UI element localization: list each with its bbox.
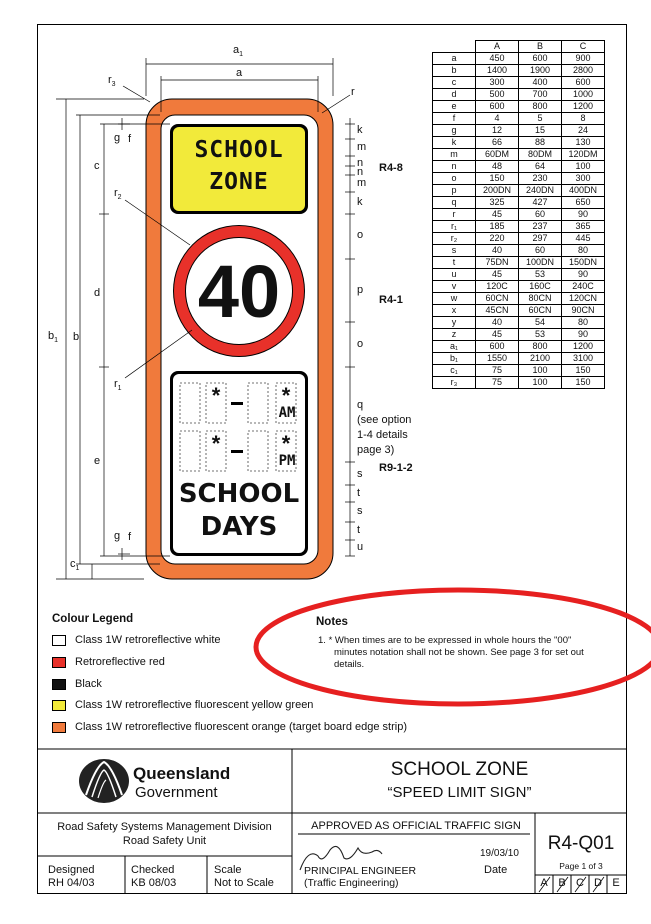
legend-item — [52, 678, 102, 690]
legend-swatch — [52, 679, 66, 690]
dim-a1: $a_1$ — [233, 44, 244, 59]
dim-key-cell: x — [433, 305, 476, 317]
am-label: AM — [278, 405, 296, 421]
dim-value-cell: 24 — [562, 125, 605, 137]
legend-item — [52, 656, 165, 668]
days-line2: DAYS — [200, 512, 278, 542]
dim-key-cell: s — [433, 245, 476, 257]
engineer-label: PRINCIPAL ENGINEER (Traffic Engineering) — [304, 865, 417, 889]
dim-key-cell: r₃ — [433, 377, 476, 389]
table-row — [433, 269, 605, 281]
dim-value-cell: 60 — [519, 209, 562, 221]
table-row — [433, 125, 605, 137]
dim-value-cell: 3100 — [562, 353, 605, 365]
dim-e: e — [94, 455, 101, 467]
legend-label: Class 1W retroreflective fluorescent yellow green — [75, 699, 314, 711]
school-days-text — [173, 478, 305, 544]
dim-value-cell: 45 — [476, 269, 519, 281]
dim-key-cell: o — [433, 173, 476, 185]
dim-value-cell: 60CN — [476, 293, 519, 305]
dim-value-cell: 64 — [519, 161, 562, 173]
table-row — [433, 221, 605, 233]
approval-date: 19/03/10 — [480, 848, 519, 859]
dim-value-cell: 600 — [562, 77, 605, 89]
dim-value-cell: 15 — [519, 125, 562, 137]
dim-k1: k — [357, 124, 363, 136]
table-row — [433, 329, 605, 341]
dim-key-cell: c — [433, 77, 476, 89]
dim-value-cell: 200DN — [476, 185, 519, 197]
star-pm-1: * — [211, 431, 221, 456]
dim-n1: n — [357, 157, 364, 169]
division-block: Road Safety Systems Management Division Road Safety Unit — [57, 821, 272, 847]
dim-value-cell: 90CN — [562, 305, 605, 317]
dim-value-cell: 220 — [476, 233, 519, 245]
dim-value-cell: 45CN — [476, 305, 519, 317]
dim-key-cell: v — [433, 281, 476, 293]
dim-value-cell: 53 — [519, 329, 562, 341]
legend-label: Class 1W retroreflective white — [75, 634, 221, 646]
dim-key-cell: c₁ — [433, 365, 476, 377]
date-label: Date — [484, 864, 508, 876]
table-row — [433, 149, 605, 161]
dim-value-cell: 2800 — [562, 65, 605, 77]
dim-value-cell: 445 — [562, 233, 605, 245]
dim-o2: o — [357, 338, 364, 350]
dim-key-cell: w — [433, 293, 476, 305]
dim-g-top: g — [114, 132, 121, 144]
dim-key-cell: y — [433, 317, 476, 329]
dim-value-cell: 90 — [562, 269, 605, 281]
table-row — [433, 101, 605, 113]
dim-g-bot: g — [114, 530, 121, 542]
school-zone-text — [173, 134, 305, 198]
dim-value-cell: 48 — [476, 161, 519, 173]
table-row — [433, 305, 605, 317]
dim-value-cell: 650 — [562, 197, 605, 209]
star-pm-2: * — [281, 431, 291, 456]
star-am-1: * — [211, 383, 221, 408]
dim-value-cell: 75 — [476, 365, 519, 377]
legend-item — [52, 721, 407, 733]
table-row — [433, 353, 605, 365]
dim-value-cell: 600 — [519, 53, 562, 65]
dim-key-cell: u — [433, 269, 476, 281]
dim-value-cell: 900 — [562, 53, 605, 65]
dim-t2: t — [357, 524, 361, 536]
dim-key-cell: a — [433, 53, 476, 65]
note-1-line2: minutes notation shall not be shown. See page 3 for set out — [334, 647, 584, 658]
dim-value-cell: 60CN — [519, 305, 562, 317]
dim-value-cell: 60 — [519, 245, 562, 257]
dim-value-cell: 1200 — [562, 341, 605, 353]
dim-value-cell: 80CN — [519, 293, 562, 305]
dim-value-cell: 88 — [519, 137, 562, 149]
drawing-title: SCHOOL ZONE — [390, 759, 529, 780]
dim-r2: $r_2$ — [114, 187, 122, 202]
dim-f-bot: f — [128, 531, 132, 543]
dim-p: p — [357, 284, 364, 296]
revision-letter: E — [612, 877, 620, 889]
zone-line2: ZONE — [209, 169, 269, 195]
dim-key-cell: z — [433, 329, 476, 341]
legend-swatch — [52, 657, 66, 668]
dim-value-cell: 53 — [519, 269, 562, 281]
dim-value-cell: 150 — [476, 173, 519, 185]
dim-value-cell: 427 — [519, 197, 562, 209]
table-row — [433, 293, 605, 305]
scale-cell: Scale Not to Scale — [214, 864, 274, 889]
queensland-crest-icon — [79, 759, 129, 803]
dim-value-cell: 40 — [476, 245, 519, 257]
table-row — [433, 137, 605, 149]
dim-key-cell: g — [433, 125, 476, 137]
time-dash-pm — [231, 450, 243, 453]
dim-value-cell: 80DM — [519, 149, 562, 161]
dim-value-cell: 700 — [519, 89, 562, 101]
table-row — [433, 161, 605, 173]
dim-value-cell: 80 — [562, 317, 605, 329]
dim-value-cell: 120C — [476, 281, 519, 293]
dim-value-cell: 100 — [562, 161, 605, 173]
dim-value-cell: 45 — [476, 329, 519, 341]
approved-label: APPROVED AS OFFICIAL TRAFFIC SIGN — [311, 820, 521, 832]
dim-k2: k — [357, 196, 363, 208]
table-row — [433, 233, 605, 245]
table-row — [433, 197, 605, 209]
drawing-subtitle: “SPEED LIMIT SIGN” — [387, 784, 532, 801]
dim-value-cell: 1550 — [476, 353, 519, 365]
legend-label: Class 1W retroreflective fluorescent orange (target board edge strip) — [75, 721, 407, 733]
dim-value-cell: 230 — [519, 173, 562, 185]
dim-value-cell: 90 — [562, 329, 605, 341]
zone-line1: SCHOOL — [194, 137, 284, 163]
dim-c: c — [94, 160, 100, 172]
dim-m1: m — [357, 141, 367, 153]
dim-value-cell: 500 — [476, 89, 519, 101]
dim-value-cell: 600 — [476, 101, 519, 113]
dim-value-cell: 1900 — [519, 65, 562, 77]
dim-value-cell: 2100 — [519, 353, 562, 365]
dim-value-cell: 4 — [476, 113, 519, 125]
dim-o1: o — [357, 229, 364, 241]
dim-t1: t — [357, 487, 361, 499]
dimensions-table — [432, 40, 605, 389]
table-row — [433, 341, 605, 353]
dim-r1: $r_1$ — [114, 378, 122, 393]
dim-value-cell: 75DN — [476, 257, 519, 269]
table-row — [433, 245, 605, 257]
dim-r: r — [351, 86, 355, 98]
days-line1: SCHOOL — [178, 479, 300, 509]
dim-s1: s — [357, 468, 363, 480]
dim-value-cell: 400DN — [562, 185, 605, 197]
dim-value-cell: 185 — [476, 221, 519, 233]
dim-key-cell: r₁ — [433, 221, 476, 233]
dim-value-cell: 1000 — [562, 89, 605, 101]
dim-value-cell: 1200 — [562, 101, 605, 113]
dim-s2: s — [357, 505, 363, 517]
dim-value-cell: 120CN — [562, 293, 605, 305]
dim-key-cell: m — [433, 149, 476, 161]
code-r4-1: R4-1 — [379, 294, 403, 306]
code-r4-8: R4-8 — [379, 162, 403, 174]
dim-u: u — [357, 541, 364, 553]
dim-value-cell: 40 — [476, 317, 519, 329]
dim-key-cell: r — [433, 209, 476, 221]
note-1-line3: details. — [334, 659, 365, 670]
dim-value-cell: 130 — [562, 137, 605, 149]
dim-value-cell: 600 — [476, 341, 519, 353]
dim-value-cell: 150 — [562, 365, 605, 377]
legend-swatch — [52, 722, 66, 733]
revision-letter: A — [540, 877, 548, 889]
revision-letter: B — [558, 877, 566, 889]
dim-key-cell: q — [433, 197, 476, 209]
legend-item — [52, 634, 221, 646]
dim-value-cell: 54 — [519, 317, 562, 329]
dim-key-cell: d — [433, 89, 476, 101]
table-row — [433, 281, 605, 293]
table-row — [433, 77, 605, 89]
table-row — [433, 209, 605, 221]
dim-value-cell: 800 — [519, 341, 562, 353]
dim-n2: n — [357, 166, 364, 178]
table-row — [433, 89, 605, 101]
dim-key-cell: p — [433, 185, 476, 197]
dim-q: q (see option 1-4 details page 3) — [357, 399, 412, 456]
header-b: B — [519, 41, 562, 53]
drawing-code: R4-Q01 — [547, 833, 615, 854]
dim-value-cell: 800 — [519, 101, 562, 113]
dim-value-cell: 365 — [562, 221, 605, 233]
speed-number: 40 — [197, 250, 281, 333]
table-row — [433, 377, 605, 389]
dim-value-cell: 66 — [476, 137, 519, 149]
table-row — [433, 65, 605, 77]
dim-value-cell: 100 — [519, 377, 562, 389]
dim-value-cell: 300 — [476, 77, 519, 89]
dim-value-cell: 297 — [519, 233, 562, 245]
dim-value-cell: 12 — [476, 125, 519, 137]
dim-value-cell: 240DN — [519, 185, 562, 197]
code-r9-1-2: R9-1-2 — [379, 462, 413, 474]
note-1: 1. * When times are to be expressed in whole hours the "00" — [318, 635, 572, 646]
page-number: Page 1 of 3 — [559, 861, 603, 871]
dim-key-cell: n — [433, 161, 476, 173]
dim-d: d — [94, 287, 101, 299]
dim-key-cell: r₂ — [433, 233, 476, 245]
dim-value-cell: 300 — [562, 173, 605, 185]
designed-cell: Designed RH 04/03 — [48, 864, 95, 889]
dim-key-cell: t — [433, 257, 476, 269]
dim-r3: $r_3$ — [108, 74, 116, 89]
table-row — [433, 113, 605, 125]
dim-key-cell: b₁ — [433, 353, 476, 365]
dim-value-cell: 450 — [476, 53, 519, 65]
dim-value-cell: 60DM — [476, 149, 519, 161]
table-row — [433, 185, 605, 197]
header-blank — [433, 41, 476, 53]
dim-key-cell: f — [433, 113, 476, 125]
dimensions-header-row — [433, 41, 605, 53]
gov-name-line2: Government — [135, 784, 218, 801]
dim-value-cell: 325 — [476, 197, 519, 209]
table-row — [433, 257, 605, 269]
dim-value-cell: 400 — [519, 77, 562, 89]
notes-title: Notes — [316, 616, 348, 628]
legend-item — [52, 699, 313, 711]
dim-b: b — [73, 331, 80, 343]
header-c: C — [562, 41, 605, 53]
legend-swatch — [52, 635, 66, 646]
gov-name-line1: Queensland — [133, 764, 231, 783]
dim-b1: $b_1$ — [48, 330, 59, 345]
dim-a: a — [236, 67, 243, 79]
dim-m2: m — [357, 177, 367, 189]
dim-f-top: f — [128, 133, 132, 145]
time-dash-am — [231, 402, 243, 405]
dim-value-cell: 1400 — [476, 65, 519, 77]
dim-value-cell: 240C — [562, 281, 605, 293]
legend-label: Black — [75, 678, 102, 690]
dim-key-cell: k — [433, 137, 476, 149]
dim-value-cell: 75 — [476, 377, 519, 389]
dim-value-cell: 8 — [562, 113, 605, 125]
checked-cell: Checked KB 08/03 — [131, 864, 177, 889]
pm-label: PM — [278, 453, 296, 469]
header-a: A — [476, 41, 519, 53]
dim-key-cell: a₁ — [433, 341, 476, 353]
dim-value-cell: 150 — [562, 377, 605, 389]
dim-value-cell: 90 — [562, 209, 605, 221]
dim-value-cell: 160C — [519, 281, 562, 293]
dim-value-cell: 100 — [519, 365, 562, 377]
star-am-2: * — [281, 383, 291, 408]
table-row — [433, 53, 605, 65]
legend-swatch — [52, 700, 66, 711]
dim-key-cell: b — [433, 65, 476, 77]
revision-letter: C — [576, 877, 584, 889]
dim-value-cell: 120DM — [562, 149, 605, 161]
revision-letter: D — [594, 877, 602, 889]
legend-label: Retroreflective red — [75, 656, 165, 668]
dim-value-cell: 237 — [519, 221, 562, 233]
dim-value-cell: 80 — [562, 245, 605, 257]
table-row — [433, 365, 605, 377]
dim-c1: $c_1$ — [70, 558, 80, 573]
dim-value-cell: 100DN — [519, 257, 562, 269]
dim-value-cell: 150DN — [562, 257, 605, 269]
dim-key-cell: e — [433, 101, 476, 113]
legend-title: Colour Legend — [52, 613, 134, 625]
dim-value-cell: 5 — [519, 113, 562, 125]
dim-value-cell: 45 — [476, 209, 519, 221]
table-row — [433, 317, 605, 329]
table-row — [433, 173, 605, 185]
